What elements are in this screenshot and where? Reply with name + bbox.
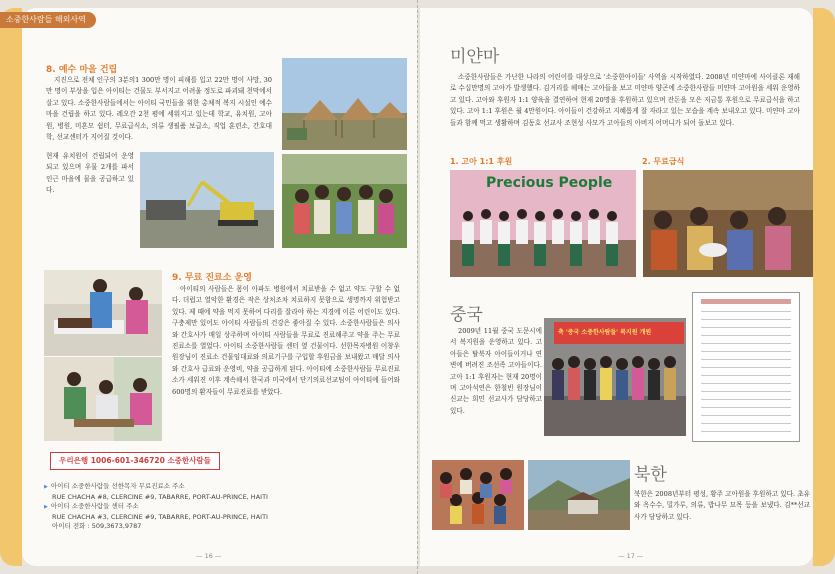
clinic-photo-2 [44,357,162,441]
china-group-photo [544,318,686,436]
triangle-bullet-icon: ▶ [44,484,48,490]
left-page-number: — 16 — [196,552,222,560]
address1-value: RUE CHACHA #8, CLERCINE #9, TABARRE, PORT-AU-PRINCE, HAITI [52,492,268,501]
myanmar-text: 소중한사람들은 가난한 나라의 어린이를 대상으로 '소중한아이들' 사역을 시작하였다. 2008년 미얀마에 사이클론 재해로 수십만명의 고아가 발생했다. 김거리를 헤매는 고아들을 보고 미얀마 양곤에 소중한사람들 미얀마 고아원을 세워 운영하고 있다. 고아와 후원자 1:1 양육을 결연하여 현재 20명을 후원하고 있으며 잔돈을 모은 저금통 후원으로 무료급식을 하고 있다. 고아 1:1 후원은 월 4만원이다. 아이들이 건강하고 지혜롭게 잘 자라고 있는 모습을 계속 보내오고 있다. 미얀마 고아들과 함께 먹고 생활하며 김동호 선교사 조현성 사모가 고아들의 아버지 어머니가 되어 돌보고 있다. [450,73,800,127]
north-korea-children-photo [432,460,524,530]
address2-phone: 아이티 전화 : 509,3673,9787 [52,522,142,531]
clinic-photo-1 [44,270,162,356]
north-korea-landscape-photo [528,460,630,530]
china-title: 중국 [450,305,483,325]
free-meals-photo [643,170,813,277]
myanmar-subtitle-2: 2. 무료급식 [642,157,685,166]
precious-people-banner-text: Precious People [486,175,613,191]
myanmar-title: 미얀마 [450,47,500,67]
right-page-number: — 17 — [618,552,644,560]
address2-value: RUE CHACHA #3, CLERCINE #9, TABARRE, PORT-AU-PRINCE, HAITI [52,512,268,521]
right-page-number-value: 17 [626,552,635,560]
construction-photo [282,58,407,150]
china-photo-banner: 축 '중국 소중한사람들' 복지원 개원 [558,329,652,336]
address2-label: 아이티 소중한사람들 센터 주소 [50,502,139,511]
section8-text-b: 현재 유치원이 건립되어 운영되고 있으며 우물 2개를 파서 인근 마을에 물을 공급하고 있다. [46,152,134,195]
address1-label-row [44,482,374,493]
triangle-bullet-icon: ▶ [44,504,48,511]
left-page-edge-stripe [0,8,22,566]
document-header-stamp [701,299,791,304]
north-korea-title: 북한 [634,465,667,485]
group-photo-haiti [282,154,407,248]
left-page-number-value: 16 [204,552,213,560]
section9-text: 아이티의 사람들은 몸이 아파도 병원에서 치료받을 수 없고 약도 구할 수 없다. 더럽고 열악한 환경은 작은 상처조차 치료하지 못함으로 생명까지 위험받고 있다. 제 때에 약을 먹지 못하여 다리를 잘라야 하는 지경에 이른 어린이도 있다. 구충제만 있어도 아이티 사람들의 건강은 좋아질 수 있다. 소중한사람들은 의사와 간호사가 매일 상주하며 아이티 사람들을 무료로 진료해주고 약을 주는 무료진료소를 열었다. 아이티 소중한사람들 센터 옆 건물이다. 선한목자병원 이창우 원장님이 진료소 건물임대료와 의료기구를 구입할 후원금을 보내왔고 매달 의사와 간호사 급료와 운영비, 약을 공급하게 된다. 아이티에 소중한사람들 무료진료소가 세워진 이후 계속해서 한국과 미국에서 단기의료선교팀이 아이티에 들어와 600명의 환자들이 무료진료를 받았다. [172,285,400,396]
north-korea-text: 북한은 2008년부터 평성, 황주 고아원을 후원하고 있다. 초유와 옥수수, 밀가루, 의류, 밥나무 묘목 등을 보냈다. 김**선교사가 담당하고 있다. [634,490,810,521]
section8-text-a: 지진으로 전체 인구의 3분의1 300만 명이 피해를 입고 22만 명이 사망, 30만 명이 부상을 입은 아이티는 건물도 부서지고 어려울 정도로 파괴돼 천막에서 살고 있다. 소중한사람들에서는 아이티 국민들을 위한 총체적 복지 시설인 예수마을 건립을 하고 있다. 레오간 2천 평에 세워지고 있는데 학교, 유치원, 고아원, 병원, 미혼모 쉼터, 무료급식소, 의류 생필품 보급소, 직업 훈련소, 간호대학, 선교센터가 지어질 것이다. [46,76,272,142]
address-block [44,482,374,532]
section8-title: 8. 예수 마을 건립 [46,65,118,75]
myanmar-subtitle-1: 1. 고아 1:1 후원 [450,157,513,166]
address2-label-row [44,502,374,513]
excavator-photo [140,152,274,248]
handwritten-document [692,292,800,442]
precious-people-photo [450,170,636,277]
right-page-edge-stripe [813,8,835,566]
address1-label: 아이티 소중한사람들 선한목자 무료진료소 주소 [50,482,185,490]
section-banner: 소중한사람들 해외사역 [0,12,96,28]
section9-title: 9. 무료 진료소 운영 [172,273,252,283]
spine-fold [417,0,418,574]
bank-account-box: 우리은행 1006-601-346720 소중한사람들 [50,452,220,470]
china-text: 2009년 11월 중국 도문시에서 복지원을 운영하고 있다. 고아들은 탈북자 아이들이거나 연변에 버려진 조선족 고아들이다. 고아 1:1 후원자는 현재 20명이며 고아석연은 한철빈 원장님이 신교는 희민 선교사가 담당하고 있다. [450,327,542,415]
